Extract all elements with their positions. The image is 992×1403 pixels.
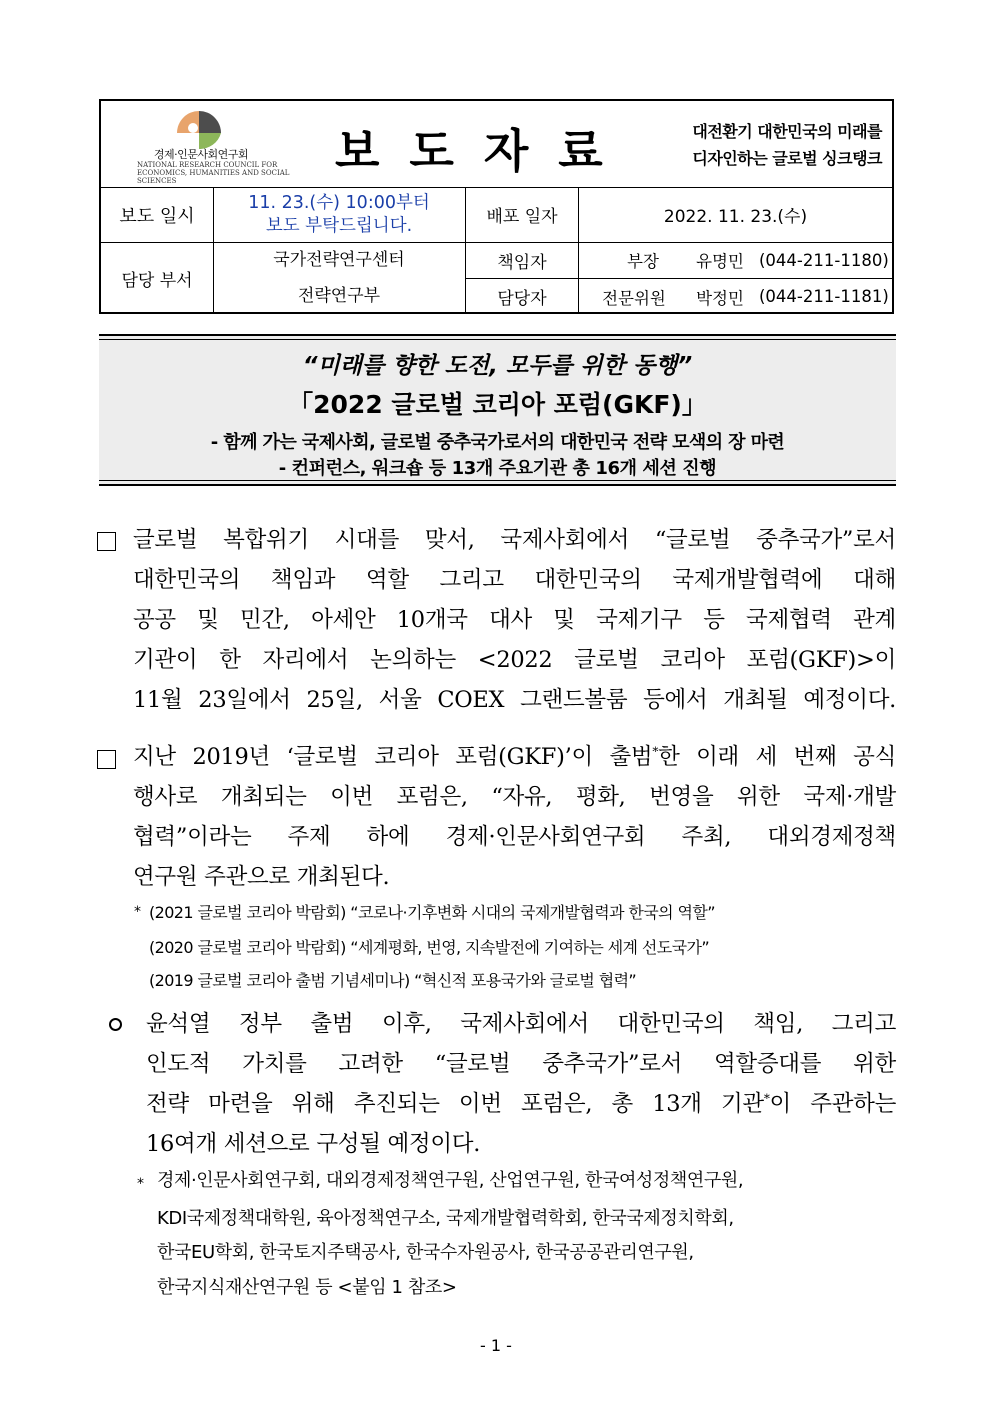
circle-bullet-icon [109,1018,122,1031]
nrc-logo [103,107,299,183]
p2-note: (2020 글로벌 코리아 박람회) “세계평화, 번영, 지속발전에 기여하는 세계 선도국가” [149,938,710,957]
p2-note: (2019 글로벌 코리아 출범 기념세미나) “혁신적 포용국가와 글로벌 협력” [149,971,637,990]
note-star: * [134,904,141,920]
p2-line: 연구원 주관으로 개최된다. [133,864,390,890]
embargo-value [214,187,464,242]
p3-line-3b: 이 주관하는 [769,1091,897,1117]
embargo-row [101,187,892,243]
logo-emblem-icon [173,109,225,149]
dept-line-1: 국가전략연구센터 [273,250,405,270]
p3-line-3a: 전략 마련을 위해 추진되는 이번 포럼은, 총 13개 기관 [146,1091,764,1117]
resp-title: 부장 [627,252,659,271]
page-title: 보도자료 [335,124,633,178]
dist-date-label: 배포 일자 [486,207,558,227]
p2-line: 협력”이라는 주제 하에 경제·인문사회연구회 주최, 대외경제정책 [133,824,896,850]
headline-sub-1: - 함께 가는 국제사회, 글로벌 중추국가로서의 대한민국 전략 모색의 장 마련 [210,432,785,453]
p3-note: 한국지식재산연구원 등 <붙임 1 참조> [157,1277,457,1298]
p1-line: 대한민국의 책임과 역할 그리고 대한민국의 국제개발협력에 대해 [133,567,896,593]
headline-quote: “미래를 향한 도전, 모두를 위한 동행” [302,353,693,379]
staff-title: 전문위원 [602,288,666,308]
page-number: - 1 - [480,1336,512,1355]
p1-line: 11월 23일에서 25일, 서울 COEX 그랜드볼룸 등에서 개최될 예정이다. [133,687,896,713]
resp-name: 유명민 [696,252,744,271]
resp-phone: (044-211-1180) [759,250,889,270]
footnote-star: * [763,1091,770,1106]
resp-label: 책임자 [497,252,547,273]
logo-org-korean: 경제·인문사회연구회 [153,148,249,161]
staff-phone: (044-211-1181) [759,287,889,306]
p3-note: KDI국제정책대학원, 육아정책연구소, 국제개발협력학회, 한국국제정치학회, [157,1208,734,1229]
headline-sub-2: - 컨퍼런스, 워크숍 등 13개 주요기관 총 16개 세션 진행 [278,458,717,479]
p3-note: 경제·인문사회연구회, 대외경제정책연구원, 산업연구원, 한국여성정책연구원, [157,1170,744,1191]
p1-line: 공공 및 민간, 아세안 10개국 대사 및 국제기구 등 국제협력 관계 [133,607,896,633]
dept-label: 담당 부서 [121,270,193,291]
dept-row [101,242,892,314]
p2-line: 행사로 개최되는 이번 포럼은, “자유, 평화, 번영을 위한 국제·개발 [133,784,896,810]
p3-line [146,1084,896,1124]
square-bullet-icon [97,532,116,551]
paragraph-1 [133,520,896,720]
square-bullet-icon [97,750,116,769]
paragraph-3 [146,1004,896,1164]
note-star: * [137,1176,144,1192]
press-header-table [99,99,894,314]
p3-line: 인도적 가치를 고려한 “글로벌 중추국가”로서 역할증대를 위한 [146,1051,896,1077]
staff-name: 박정민 [696,288,744,308]
dist-date-value: 2022. 11. 23.(수) [663,207,808,227]
embargo-line-2: 보도 부탁드립니다. [265,215,413,236]
p1-line: 글로벌 복합위기 시대를 맞서, 국제사회에서 “글로벌 중추국가”로서 [133,527,896,553]
dept-value [214,242,464,314]
p1-line: 기관이 한 자리에서 논의하는 <2022 글로벌 코리아 포럼(GKF)>이 [133,647,896,673]
slogan-line-2: 디자인하는 글로벌 싱크탱크 [692,149,882,168]
staff-label: 담당자 [497,289,547,309]
p2-line-1b: 한 이래 세 번째 공식 [658,744,897,770]
slogan-line-1: 대전환기 대한민국의 미래를 [692,122,882,141]
logo-org-english: NATIONAL RESEARCH COUNCIL FOR ECONOMICS, HUMANITIES AND SOCIAL SCIENCES [137,161,290,185]
paragraph-2 [133,737,896,897]
resp-contact [579,242,892,278]
p2-line-1a: 지난 2019년 ‘글로벌 코리아 포럼(GKF)’이 출범 [133,744,653,770]
p3-note: 한국EU학회, 한국토지주택공사, 한국수자원공사, 한국공공관리연구원, [157,1242,694,1263]
p2-line [133,737,896,777]
headline-box [99,334,896,486]
dept-line-2: 전략연구부 [297,286,381,306]
footnote-star: * [652,744,659,759]
headline-title: 「2022 글로벌 코리아 포럼(GKF)」 [288,390,707,419]
embargo-label: 보도 일시 [119,205,195,227]
slogan [652,118,882,172]
header-top-row [101,101,892,188]
embargo-line-1: 11. 23.(수) 10:00부터 [248,192,430,213]
p2-note: (2021 글로벌 코리아 박람회) “코로나·기후변화 시대의 국제개발협력과 한국의 역할” [149,903,715,922]
p3-line: 윤석열 정부 출범 이후, 국제사회에서 대한민국의 책임, 그리고 [146,1011,896,1037]
staff-contact [579,279,892,314]
p3-line: 16여개 세션으로 구성될 예정이다. [146,1131,481,1157]
